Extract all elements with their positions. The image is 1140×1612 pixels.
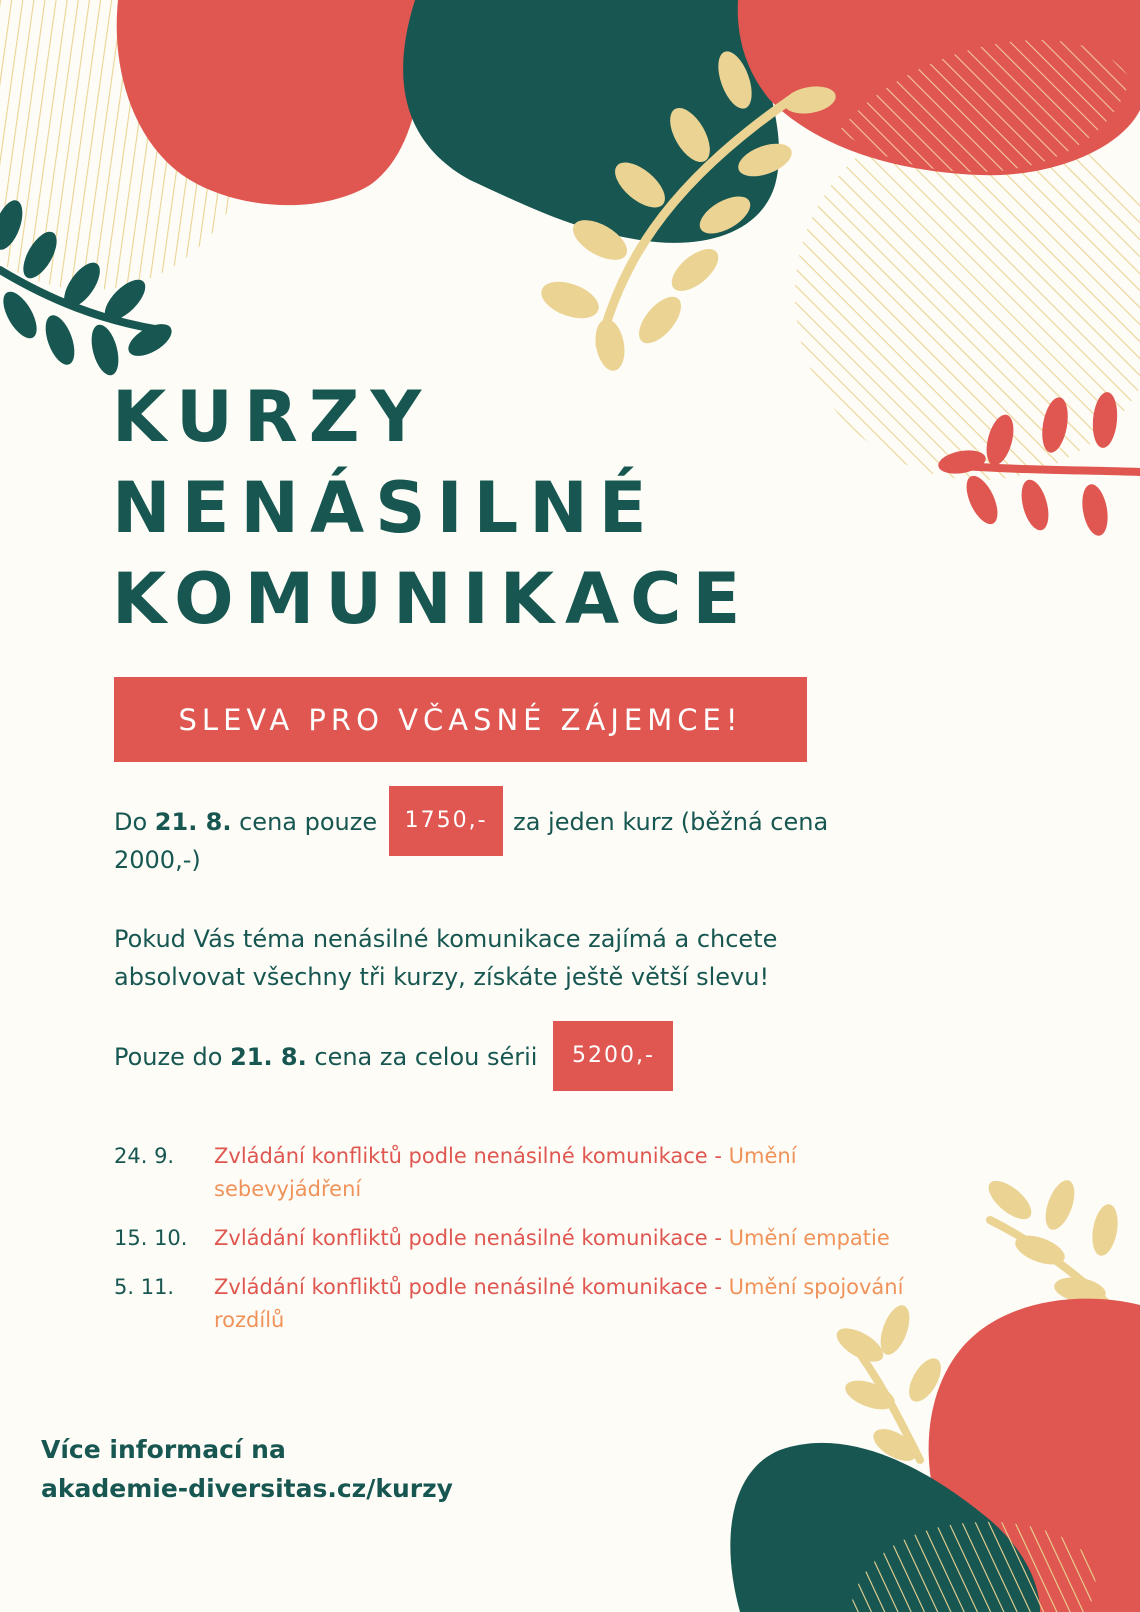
series-middle: cena za celou sérii xyxy=(306,1043,538,1071)
course-date: 15. 10. xyxy=(114,1226,188,1250)
title-line-1: KURZY xyxy=(112,376,433,458)
course-date: 5. 11. xyxy=(114,1275,175,1299)
series-prefix: Pouze do xyxy=(114,1043,231,1071)
course-description xyxy=(214,1140,914,1206)
course-schedule xyxy=(114,1140,914,1353)
schedule-row xyxy=(114,1271,914,1337)
course-date: 24. 9. xyxy=(114,1144,175,1168)
schedule-row xyxy=(114,1222,914,1255)
course-title: Zvládání konfliktů podle nenásilné komunikace - xyxy=(214,1226,729,1250)
price-badge-single: 1750,- xyxy=(389,786,503,856)
offer-single-course xyxy=(114,803,914,879)
course-subtitle: Umění empatie xyxy=(728,1226,890,1250)
course-subtitle: Umění spojování rozdílů xyxy=(214,1275,904,1332)
schedule-row xyxy=(114,1140,914,1206)
series-date: 21. 8. xyxy=(230,1043,307,1071)
footer-line-1: Více informací na xyxy=(41,1435,286,1464)
offer-note: Pokud Vás téma nenásilné komunikace zajímá a chcete absolvovat všechny tři kurzy, získáte ještě větší slevu! xyxy=(114,925,778,991)
discount-banner: SLEVA PRO VČASNÉ ZÁJEMCE! xyxy=(114,677,807,762)
course-description xyxy=(214,1222,914,1255)
course-title: Zvládání konfliktů podle nenásilné komunikace - xyxy=(214,1144,729,1168)
footer-url: akademie-diversitas.cz/kurzy xyxy=(41,1474,453,1503)
course-title: Zvládání konfliktů podle nenásilné komunikace - xyxy=(214,1275,729,1299)
offer-series xyxy=(114,1038,914,1076)
offer-date: 21. 8. xyxy=(154,808,232,836)
price-badge-series: 5200,- xyxy=(553,1021,673,1091)
offer-prefix: Do xyxy=(114,808,155,836)
offer-suffix: za jeden kurz (běžná cena 2000,-) xyxy=(114,808,829,874)
title-line-2: NENÁSILNÉ xyxy=(112,467,658,549)
course-subtitle: Umění sebevyjádření xyxy=(214,1144,797,1201)
title-line-3: KOMUNIKACE xyxy=(112,558,752,640)
poster-title xyxy=(112,372,751,645)
offer-middle: cena pouze xyxy=(231,808,378,836)
more-info-footer xyxy=(41,1430,453,1508)
course-description xyxy=(214,1271,914,1337)
